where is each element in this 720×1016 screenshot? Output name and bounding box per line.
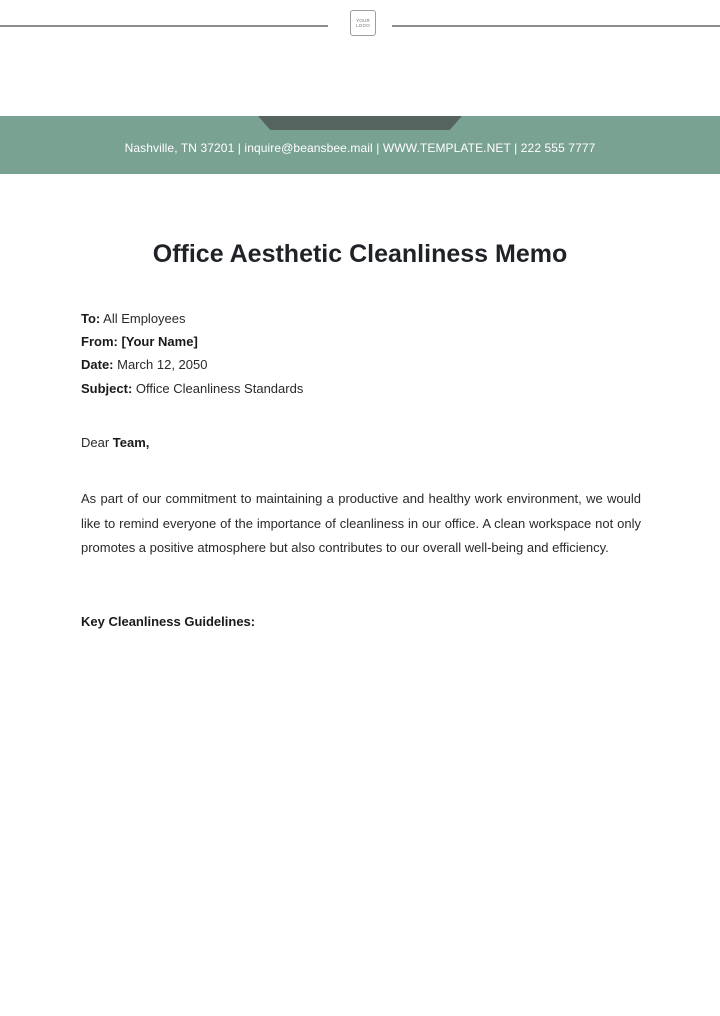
memo-subject-label: Subject: [81, 381, 133, 396]
header-rule-left [0, 25, 328, 27]
memo-title: Office Aesthetic Cleanliness Memo [152, 240, 568, 268]
band-tab-decoration [258, 116, 462, 130]
memo-to-value: All Employees [100, 311, 186, 326]
memo-date-label: Date: [81, 357, 114, 372]
memo-subject [81, 381, 303, 396]
logo-text-line1: YOUR [356, 18, 370, 23]
body-paragraph: As part of our commitment to maintaining a productive and healthy work environment, we would like to remind everyone of the importance of cleanliness in our office. A clean workspace not only promotes a positive atmosphere but also contributes to our overall well-being and efficiency. [81, 491, 641, 555]
salutation-prefix: Dear [81, 435, 113, 450]
header-rule-right [392, 25, 720, 27]
contact-info: Nashville, TN 37201 | inquire@beansbee.mail | WWW.TEMPLATE.NET | 222 555 7777 [124, 141, 596, 155]
salutation [81, 435, 149, 450]
memo-date-value: March 12, 2050 [113, 357, 208, 372]
logo-text-line2: LOGO [356, 23, 370, 28]
guidelines-heading: Key Cleanliness Guidelines: [81, 614, 256, 629]
memo-from-label: From: [81, 334, 118, 349]
logo-placeholder [350, 10, 376, 36]
memo-subject-value: Office Cleanliness Standards [132, 381, 304, 396]
memo-to [81, 311, 186, 326]
memo-from-value: [Your Name] [117, 334, 198, 349]
salutation-name: Team, [112, 435, 150, 450]
memo-to-label: To: [81, 311, 101, 326]
memo-from [81, 334, 198, 349]
memo-date [81, 357, 207, 372]
